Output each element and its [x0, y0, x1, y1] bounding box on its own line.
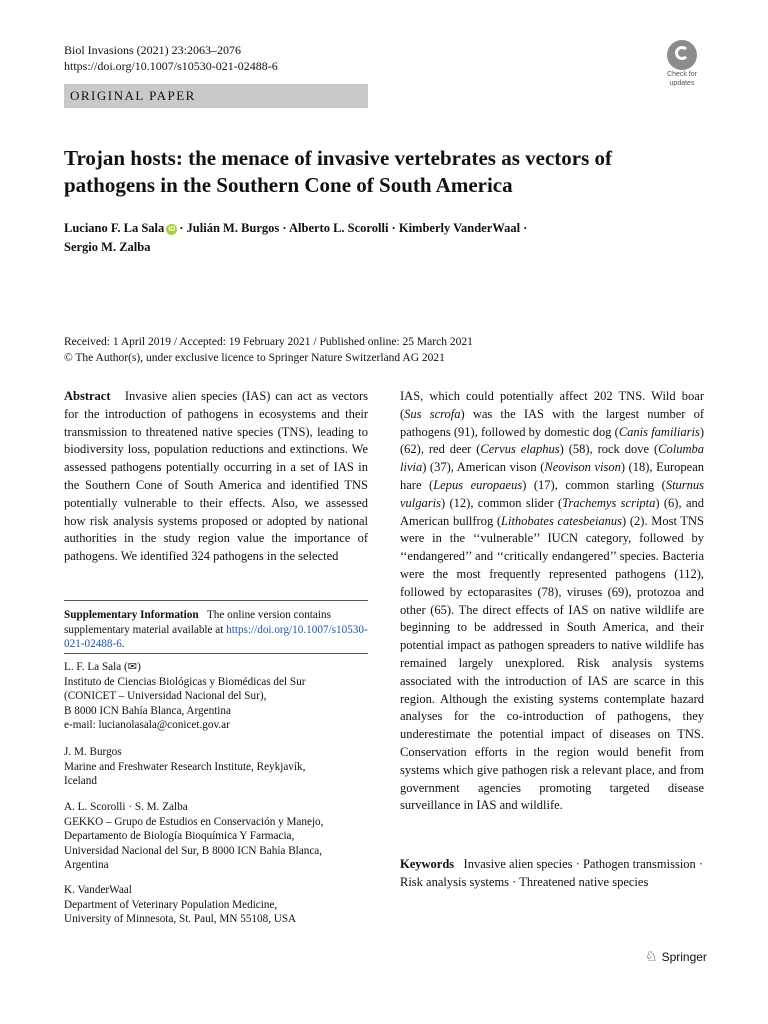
author-la-sala[interactable]: Luciano F. La Sala — [64, 221, 165, 235]
journal-header — [64, 42, 278, 74]
affiliation-line: Departamento de Biología Bioquímica Y Farmacia, — [64, 830, 295, 842]
abstract-column-2 — [400, 388, 704, 815]
abstract-heading: Abstract — [64, 389, 111, 403]
affiliation-line: Universidad Nacional del Sur, B 8000 ICN Bahía Blanca, — [64, 844, 323, 857]
species-name: Canis familiaris — [618, 424, 700, 439]
abstract-text: ) (62), red deer ( — [400, 424, 704, 457]
abstract-text: ) (2). Most TNS were in the ‘‘vulnerable’’ IUCN category, followed by ‘‘endangered’’ and ‘‘critically endangered’’ species. Bacteria were the most frequently represented pathogens (112), followed by ectoparasites (78), viruses (69), protozoa and other (65). The direct effects of IAS on native wildlife are beginning to be addressed in South America, and their potential impact as pathogen spreaders to native wildlife has remained largely unexplored. Risk analysis systems associated with the introduction of IAS are scarce in this region. Although the existing systems contemplate hazard analyses for the co-introduction of pathogens, they underestimate the potential impact of diseases on TNS. Conservation efforts in the region would benefit from systems which give pathogen risk a relevant place, and from government agencies promoting targeted disease surveillance in IAS and wildlife. — [400, 513, 704, 813]
keywords-heading: Keywords — [400, 857, 455, 871]
footnote-divider — [64, 600, 368, 601]
abstract-text: ) (58), rock dove ( — [559, 442, 659, 457]
species-name: Neovison vison — [544, 460, 621, 475]
supplementary-link[interactable]: https://doi.org/10.1007/s10530-021-02488-6 — [64, 623, 368, 650]
supplementary-text: The online version contains supplementary material available at — [64, 609, 331, 636]
publisher-name: Springer — [661, 950, 707, 964]
supplementary-info — [64, 608, 368, 652]
crossmark-label-2: updates — [669, 80, 695, 87]
article-type-banner — [64, 84, 368, 108]
species-name: Cervus elaphus — [480, 442, 560, 457]
abstract-column-1 — [64, 388, 368, 566]
species-name: Trachemys scripta — [562, 495, 656, 510]
author-list — [64, 219, 684, 257]
keywords-section — [400, 856, 704, 892]
affiliation-email[interactable]: e-mail: lucianolasala@conicet.gov.ar — [64, 719, 230, 731]
affiliation-block — [64, 745, 368, 789]
abstract-text: ) (17), common starling ( — [522, 477, 666, 492]
species-name: Sturnus vulgaris — [400, 477, 705, 510]
article-type-label: ORIGINAL PAPER — [70, 88, 196, 103]
species-name: Lithobates catesbeianus — [501, 513, 623, 528]
affiliation-block — [64, 883, 368, 927]
abstract-text: ) (37), American vison ( — [422, 460, 545, 475]
affiliation-line: Department of Veterinary Population Medicine, — [64, 898, 278, 911]
affiliation-line: Instituto de Ciencias Biológicas y Biomédicas del Sur — [64, 675, 306, 688]
abstract-text: IAS, which could potentially affect 202 TNS. Wild boar ( — [400, 389, 704, 421]
abstract-text-1: Invasive alien species (IAS) can act as vectors for the introduction of pathogens in ecosystems and their transmission to threatened native species (TNS), leading to biodiversity loss, population reductions and extinctions. We assessed pathogens potentially occurring in a set of IAS in the Southern Cone of South America and identified TNS potentially vulnerable to their effects. Also, we assessed how risk analysis systems proposed or adopted by national authorities in the study region value the importance of pathogens. We identified 324 pathogens in the selected — [64, 389, 368, 564]
crossmark-icon — [667, 40, 697, 70]
affiliation-line: Iceland — [64, 775, 97, 787]
history-dates: Received: 1 April 2019 / Accepted: 19 February 2021 / Published online: 25 March 2021 — [64, 336, 473, 348]
publisher-logo — [645, 948, 707, 965]
affiliation-divider — [64, 653, 368, 654]
abstract-text: ) (6), and American bullfrog ( — [400, 495, 704, 528]
affiliation-name: J. M. Burgos — [64, 746, 122, 758]
publication-dates — [64, 334, 704, 366]
abstract-text: ) (18), European hare ( — [400, 460, 704, 492]
article-title: Trojan hosts: the menace of invasive vertebrates as vectors of pathogens in the Southern Cone of South America — [64, 146, 613, 197]
affiliation-line: GEKKO – Grupo de Estudios en Conservación y Manejo, — [64, 815, 324, 828]
authors-rest: · Julián M. Burgos · Alberto L. Scorolli · Kimberly VanderWaal · — [179, 221, 528, 235]
journal-citation: Biol Invasions (2021) 23:2063–2076 — [64, 43, 241, 57]
crossmark-badge[interactable] — [662, 40, 702, 88]
affiliation-line: Marine and Freshwater Research Institute, Reykjavík, — [64, 760, 306, 773]
springer-horse-icon: ♘ — [645, 948, 658, 964]
journal-doi[interactable]: https://doi.org/10.1007/s10530-021-02488-6 — [64, 59, 278, 73]
species-name: Columba livia — [400, 442, 704, 475]
supplementary-heading: Supplementary Information — [64, 609, 199, 621]
affiliation-name: A. L. Scorolli · S. M. Zalba — [64, 801, 188, 813]
affiliation-line: B 8000 ICN Bahía Blanca, Argentina — [64, 704, 231, 717]
species-name: Lepus europaeus — [433, 477, 523, 492]
affiliation-line: University of Minnesota, St. Paul, MN 55108, USA — [64, 913, 297, 925]
copyright-line: © The Author(s), under exclusive licence to Springer Nature Switzerland AG 2021 — [64, 352, 445, 364]
affiliation-block — [64, 800, 368, 873]
abstract-text: ) was the IAS with the largest number of pathogens (91), followed by domestic dog ( — [400, 406, 705, 439]
affiliation-line: Argentina — [64, 859, 109, 871]
abstract-text: ) (12), common slider ( — [440, 495, 563, 510]
affiliation-block — [64, 660, 368, 733]
orcid-icon[interactable]: iD — [168, 225, 176, 233]
affiliation-name: K. VanderWaal — [64, 884, 132, 896]
author-zalba: Sergio M. Zalba — [64, 240, 151, 254]
species-name: Sus scrofa — [404, 406, 461, 421]
affiliation-name: L. F. La Sala (✉) — [64, 661, 141, 673]
crossmark-label-1: Check for — [667, 71, 697, 78]
keywords-text: Invasive alien species · Pathogen transmission · Risk analysis systems · Threatened native species — [400, 857, 704, 889]
affiliation-line: (CONICET – Universidad Nacional del Sur), — [64, 690, 267, 702]
supplementary-end: . — [121, 638, 125, 650]
